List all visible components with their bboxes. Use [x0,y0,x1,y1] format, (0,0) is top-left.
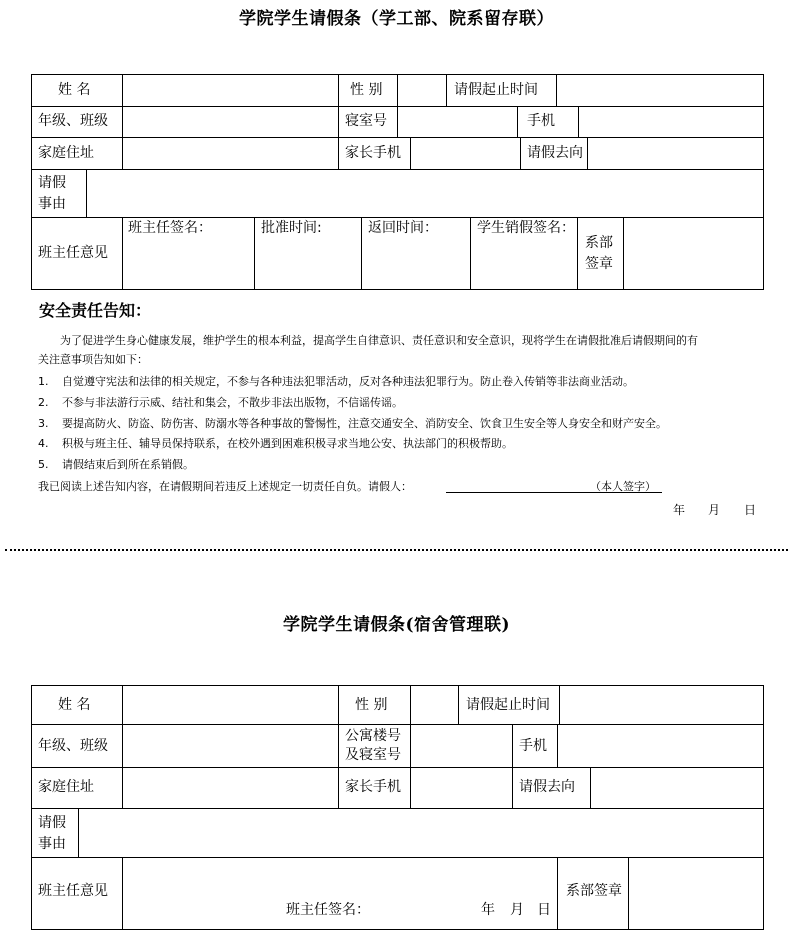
form1-col-divider [577,217,578,290]
form1-col-divider [578,106,579,137]
form1-col-divider [446,74,447,106]
form1-col-divider [86,169,87,217]
notice-item-text: 请假结束后到所在系销假。 [62,458,194,471]
form2-gender-label: 性 别 [355,697,388,713]
form1-col-divider [397,74,398,106]
notice-item-num: 3. [38,417,49,430]
form1-col-divider [520,137,521,169]
form1-grade-label: 年级、班级 [38,113,108,129]
notice-item-text: 要提高防火、防盗、防伤害、防溺水等各种事故的警惕性，注意交通安全、消防安全、饮食卫生安全等人身安全和财产安全。 [62,417,667,430]
form2-row-divider [31,767,764,768]
form1-return-time-label: 返回时间： [368,220,438,236]
form2-apt-label-line1: 公寓楼号 [345,728,401,744]
notice-title: 安全责任告知： [39,301,152,320]
form1-teacher-sign-label: 班主任签名： [128,220,212,236]
form1-col-divider [470,217,471,290]
form1-parent-phone-label: 家长手机 [345,145,401,161]
form2-col-divider [338,685,339,808]
form2-reason-label-line1: 请假 [38,815,66,831]
form1-col-divider [410,137,411,169]
form2-parent-phone-label: 家长手机 [345,779,401,795]
form1-teacher-opinion-label: 班主任意见 [38,245,108,261]
notice-date-day: 日 [744,503,757,517]
notice-date-month: 月 [708,503,721,517]
form1-dept-label-line1: 系部 [585,235,613,251]
form2-address-label: 家庭住址 [38,779,94,795]
form2-col-divider [557,857,558,930]
form2-destination-label: 请假去向 [519,779,575,795]
form1-col-divider [254,217,255,290]
form2-teacher-opinion-label: 班主任意见 [38,883,108,899]
form2-row-divider [31,857,764,858]
form1-col-divider [623,217,624,290]
notice-item-text: 积极与班主任、辅导员保持联系，在校外遇到困难积极寻求当地公安、执法部门的积极帮助。 [62,437,513,450]
form1-title: 学院学生请假条（学工部、院系留存联） [239,9,554,29]
notice-item-num: 5. [38,458,49,471]
form1-address-label: 家庭住址 [38,145,94,161]
form1-row-divider [31,137,764,138]
form2-phone-label: 手机 [519,738,547,754]
notice-item-num: 4. [38,437,49,450]
notice-item-num: 2. [38,396,49,409]
notice-item-text: 自觉遵守宪法和法律的相关规定，不参与各种违法犯罪活动，反对各种违法犯罪行为。防止卷入传销等非法商业活动。 [62,375,634,388]
form2-title: 学院学生请假条(宿舍管理联) [282,615,511,635]
form2-name-label: 姓 名 [58,697,91,713]
form1-student-cancel-sign-label: 学生销假签名： [477,220,575,236]
form2-col-divider [458,685,459,724]
form2-col-divider [122,685,123,808]
notice-declaration: 我已阅读上述告知内容，在请假期间若违反上述规定一切责任自负。请假人： [38,480,412,493]
tear-off-dotted-line [5,549,788,551]
form2-col-divider [512,724,513,808]
form2-date-month: 月 [510,902,524,918]
notice-intro-line2: 关注意事项告知如下： [38,353,148,366]
form1-reason-label-line2: 事由 [38,196,66,212]
form1-col-divider [122,74,123,169]
form2-col-divider [559,685,560,724]
form1-col-divider [397,106,398,137]
form2-date-year: 年 [481,902,495,918]
form1-dorm-label: 寝室号 [345,113,387,129]
form2-col-divider [78,808,79,857]
notice-date-year: 年 [673,503,686,517]
self-sign-note: （本人签字） [590,480,656,493]
form1-gender-label: 性 别 [350,82,383,98]
form1-destination-label: 请假去向 [527,145,583,161]
form2-date-day: 日 [537,902,551,918]
form1-reason-label-line1: 请假 [38,175,66,191]
form1-col-divider [517,106,518,137]
form1-col-divider [556,74,557,106]
form2-col-divider [557,724,558,767]
form1-row-divider [31,169,764,170]
form2-period-label: 请假起止时间 [466,697,550,713]
form2-dept-seal-label: 系部签章 [566,883,622,899]
form1-name-label: 姓 名 [58,82,91,98]
form2-reason-label-line2: 事由 [38,836,66,852]
form1-period-label: 请假起止时间 [454,82,538,98]
form1-col-divider [587,137,588,169]
form1-col-divider [361,217,362,290]
form1-col-divider [122,217,123,290]
form2-col-divider [590,767,591,808]
form2-col-divider [410,685,411,808]
form2-row-divider [31,724,764,725]
form2-col-divider [628,857,629,930]
form2-teacher-sign-label: 班主任签名： [286,902,370,918]
form1-phone-label: 手机 [527,113,555,129]
notice-item-text: 不参与非法游行示威、结社和集会，不散步非法出版物，不信谣传谣。 [62,396,403,409]
form2-col-divider [122,857,123,930]
form1-col-divider [338,74,339,169]
form2-row-divider [31,808,764,809]
form1-approve-time-label: 批准时间: [261,220,322,236]
form1-dept-label-line2: 签章 [585,256,613,272]
form2-apt-label-line2: 及寝室号 [345,747,401,763]
notice-item-num: 1. [38,375,49,388]
notice-intro-line1: 为了促进学生身心健康发展，维护学生的根本利益，提高学生自律意识、责任意识和安全意识，现将学生在请假批准后请假期间的有 [60,334,698,347]
form2-grade-label: 年级、班级 [38,738,108,754]
